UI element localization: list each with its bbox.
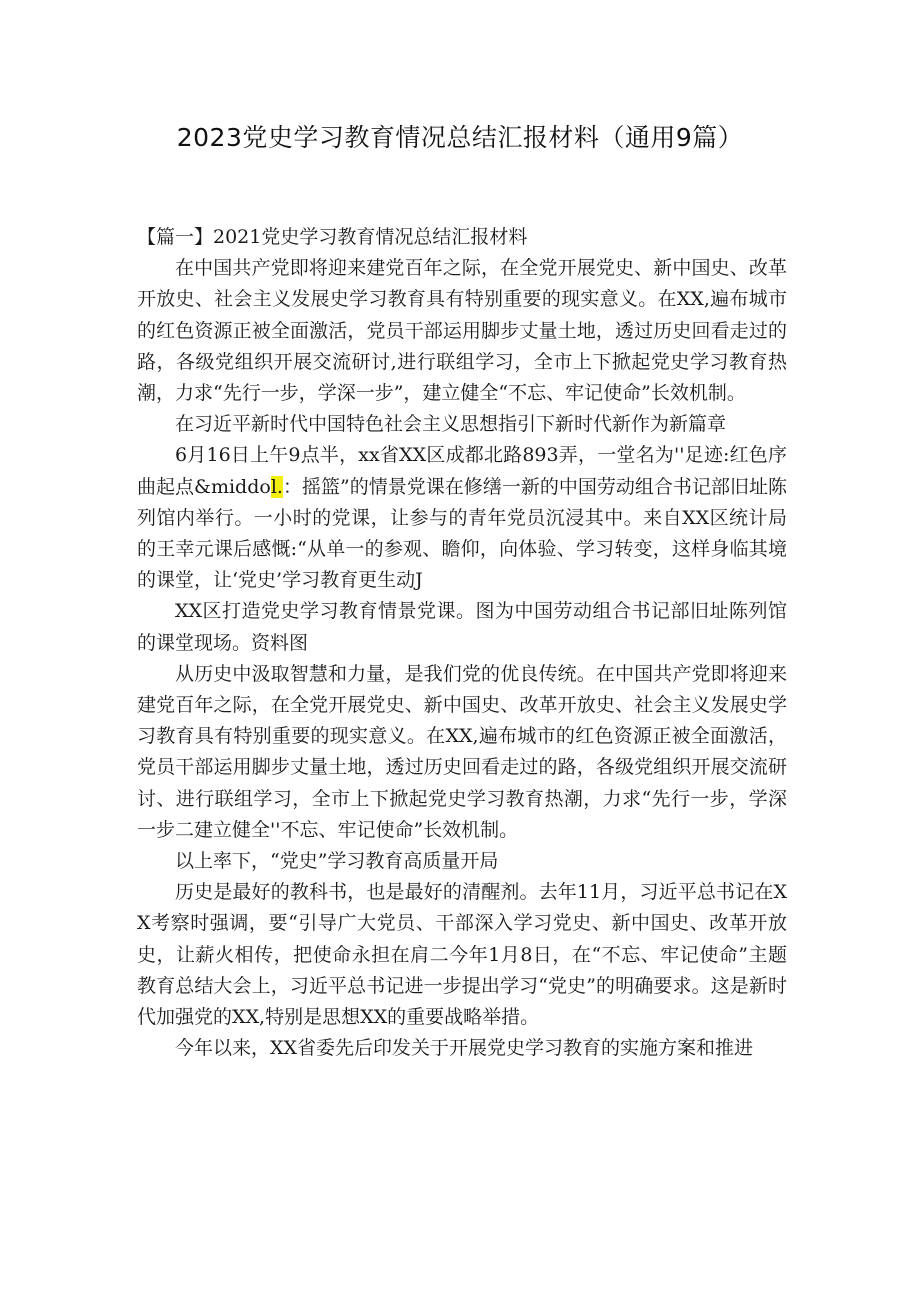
paragraph-3-lead: 6月16日上午9点半，xx省XX区成都北路893弄，一堂名为''足迹:红色序曲起点&middo [137, 444, 787, 498]
document-body [137, 222, 787, 1064]
paragraph-3-tail: ：摇篮”的情景党课在修缮一新的中国劳动组合书记部旧址陈列馆内举行。一小时的党课，让参与的青年党员沉浸其中。来自XX区统计局的王幸元课后感慨:“从单一的参观、瞻仰，向体验、学习转变，这样身临其境的课堂，让‘党史’学习教育更生动J [137, 475, 787, 592]
paragraph-3 [137, 440, 787, 596]
paragraph-1: 在中国共产党即将迎来建党百年之际，在全党开展党史、新中国史、改革开放史、社会主义发展史学习教育具有特别重要的现实意义。在XX,遍布城市的红色资源正被全面激活，党员干部运用脚步丈量土地，透过历史回看走过的路，各级党组织开展交流研讨,进行联组学习，全市上下掀起党史学习教育热潮，力求“先行一步，学深一步”，建立健全“不忘、牢记使命”长效机制。 [137, 257, 787, 405]
document-title: 2023党史学习教育情况总结汇报材料（通用9篇） [176, 123, 744, 152]
paragraph-4: XX区打造党史学习教育情景党课。图为中国劳动组合书记部旧址陈列馆的课堂现场。资料图 [137, 600, 787, 654]
paragraph-5: 从历史中汲取智慧和力量，是我们党的优良传统。在中国共产党即将迎来建党百年之际，在全党开展党史、新中国史、改革开放史、社会主义发展史学习教育具有特别重要的现实意义。在XX,遍布城市的红色资源正被全面激活，党员干部运用脚步丈量土地，透过历史回看走过的路，各级党组织开展交流研讨、进行联组学习，全市上下掀起党史学习教育热潮，力求“先行一步，学深一步二建立健全''不忘、牢记使命”长效机制。 [137, 662, 787, 841]
paragraph-2: 在习近平新时代中国特色社会主义思想指引下新时代新作为新篇章 [175, 413, 727, 436]
highlighted-text: l. [270, 475, 283, 498]
paragraph-7: 历史是最好的教科书，也是最好的清醒剂。去年11月，习近平总书记在XX考察时强调，要“引导广大党员、干部深入学习党史、新中国史、改革开放史，让薪火相传，把使命永担在肩二今年1月8日，在“不忘、牢记使命”主题教育总结大会上，习近平总书记进一步提出学习“党史”的明确要求。这是新时代加强党的XX,特别是思想XX的重要战略举措。 [137, 881, 787, 1029]
paragraph-8: 今年以来，XX省委先后印发关于开展党史学习教育的实施方案和推进 [175, 1037, 754, 1060]
paragraph-6: 以上率下，“党史”学习教育高质量开局 [175, 850, 499, 873]
section-heading: 【篇一】2021党史学习教育情况总结汇报材料 [137, 226, 528, 248]
